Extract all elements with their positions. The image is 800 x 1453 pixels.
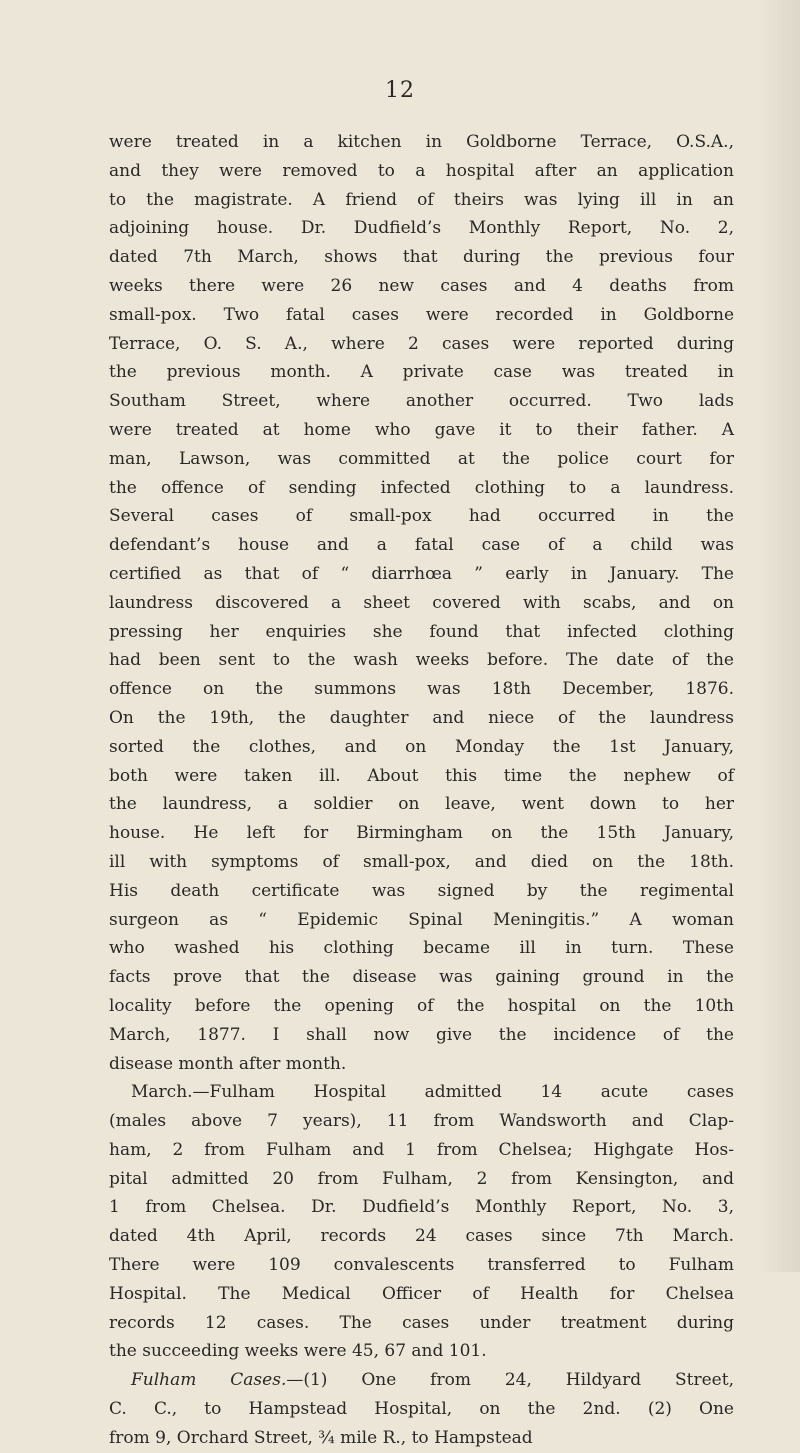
text-line: were treated in a kitchen in Goldborne Terrace, O.S.A., <box>109 132 734 152</box>
text-line: March, 1877. I shall now give the incidence of the <box>109 1024 734 1045</box>
text-line: disease month after month. <box>109 1053 347 1074</box>
text-line: house. He left for Birmingham on the 15th January, <box>109 823 734 844</box>
text-line: His death certificate was signed by the regimental <box>109 880 734 901</box>
text-line: weeks there were 26 new cases and 4 deaths from <box>109 275 734 296</box>
text-line: the previous month. A private case was treated in <box>109 362 734 383</box>
text-line: Southam Street, where another occurred. Two lads <box>109 391 734 412</box>
text-line: the succeeding weeks were 45, 67 and 101. <box>109 1341 487 1362</box>
text-line: were treated at home who gave it to their father. A <box>109 419 734 440</box>
text-line: Terrace, O. S. A., where 2 cases were reported during <box>109 333 734 354</box>
text-line: Several cases of small-pox had occurred in the <box>109 506 734 527</box>
text-line: dated 7th March, shows that during the previous four <box>109 247 734 268</box>
page-number: 12 <box>385 78 415 103</box>
text-line: ham, 2 from Fulham and 1 from Chelsea; Highgate Hos- <box>109 1139 734 1160</box>
text-line: small-pox. Two fatal cases were recorded in Goldborne <box>109 304 734 325</box>
text-line: defendant’s house and a fatal case of a child was <box>109 535 734 556</box>
text-line: ill with symptoms of small-pox, and died on the 18th. <box>109 851 734 872</box>
text-line: (males above 7 years), 11 from Wandsworth and Clap- <box>109 1111 734 1132</box>
text-line: C. C., to Hampstead Hospital, on the 2nd. (2) One <box>109 1399 734 1420</box>
text-line: On the 19th, the daughter and niece of the laundress <box>109 707 734 728</box>
text-line: pressing her enquiries she found that infected clothing <box>109 621 734 642</box>
text-line: facts prove that the disease was gaining ground in the <box>109 967 734 988</box>
text-line: man, Lawson, was committed at the police court for <box>109 448 734 469</box>
text-line: There were 109 convalescents transferred to Fulham <box>109 1255 734 1276</box>
text-line: surgeon as “ Epidemic Spinal Meningitis.” A woman <box>109 909 734 930</box>
text-line: pital admitted 20 from Fulham, 2 from Kensington, and <box>109 1168 734 1189</box>
text-line: from 9, Orchard Street, ¾ mile R., to Hampstead <box>109 1427 533 1448</box>
text-line: had been sent to the wash weeks before. The date of the <box>109 650 734 671</box>
fulham-cases-line <box>109 1366 734 1395</box>
text-line: laundress discovered a sheet covered with scabs, and on <box>109 592 734 613</box>
text-line: the offence of sending infected clothing to a laundress. <box>109 477 734 498</box>
text-line: who washed his clothing became ill in turn. These <box>109 938 734 959</box>
text-line: both were taken ill. About this time the nephew of <box>109 765 734 786</box>
body-text <box>109 128 734 1453</box>
text-line: dated 4th April, records 24 cases since 7th March. <box>109 1226 734 1247</box>
text-line: to the magistrate. A friend of theirs was lying ill in an <box>109 189 734 210</box>
fulham-cases-text: —(1) One from 24, Hildyard Street, <box>286 1370 734 1391</box>
text-line: Hospital. The Medical Officer of Health for Chelsea <box>109 1283 734 1304</box>
text-line: offence on the summons was 18th December, 1876. <box>109 679 734 700</box>
text-line: locality before the opening of the hospital on the 10th <box>109 995 734 1016</box>
text-line: the laundress, a soldier on leave, went down to her <box>109 794 734 815</box>
text-line: March.—Fulham Hospital admitted 14 acute cases <box>131 1082 734 1103</box>
text-line: certified as that of “ diarrhœa ” early in January. The <box>109 563 734 584</box>
fulham-cases-heading: Fulham Cases. <box>131 1370 287 1391</box>
text-line: and they were removed to a hospital after an application <box>109 160 734 181</box>
text-line: records 12 cases. The cases under treatment during <box>109 1312 734 1333</box>
text-line: adjoining house. Dr. Dudfield’s Monthly Report, No. 2, <box>109 218 734 239</box>
text-line: sorted the clothes, and on Monday the 1st January, <box>109 736 734 757</box>
text-line: 1 from Chelsea. Dr. Dudfield’s Monthly Report, No. 3, <box>109 1197 734 1218</box>
